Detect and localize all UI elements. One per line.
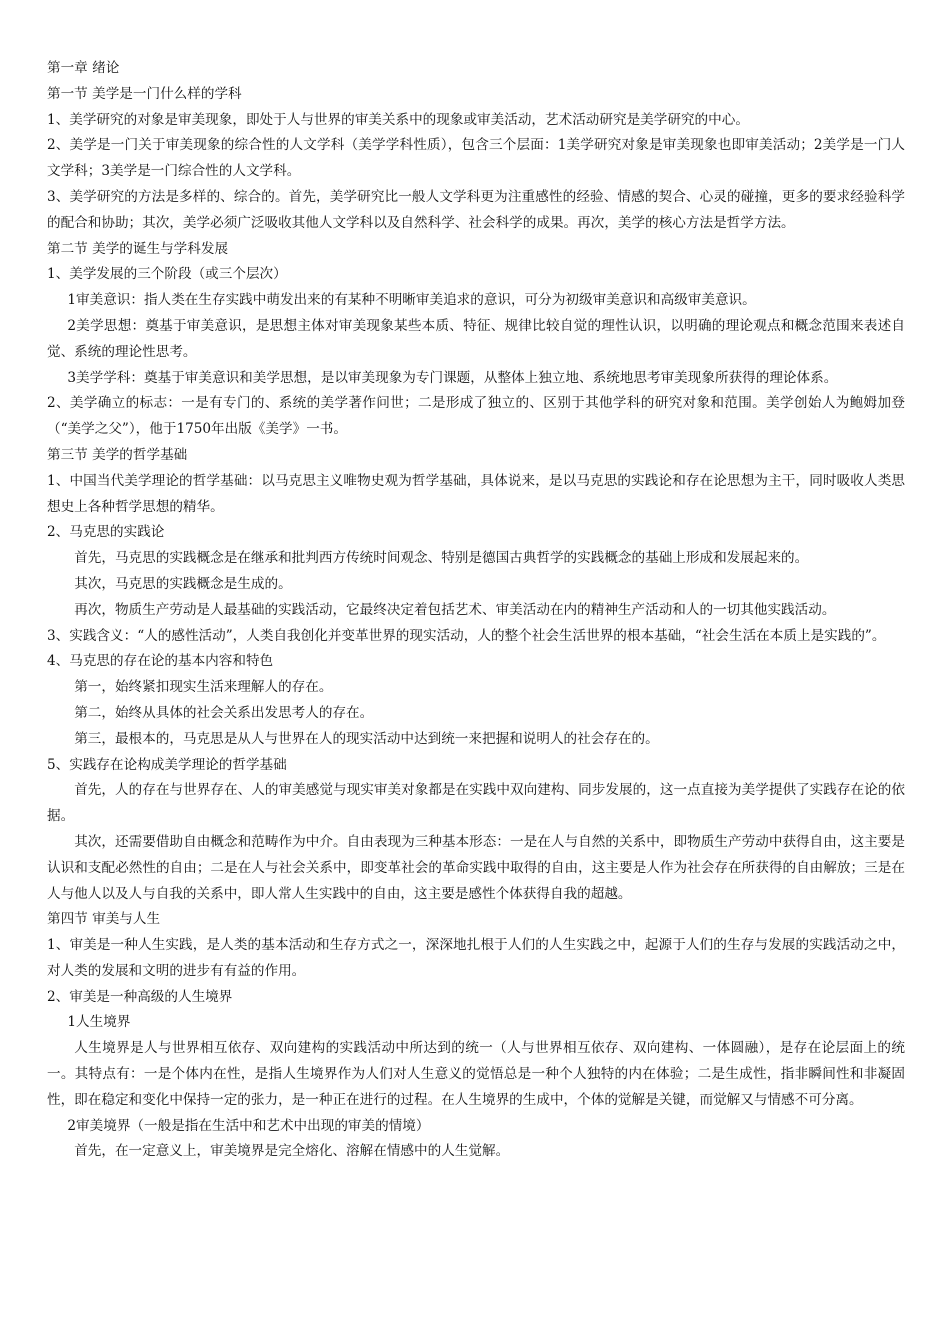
paragraph: 3、实践含义：“人的感性活动”，人类自我创化并变革世界的现实活动，人的整个社会生活世界的根本基础，“社会生活在本质上是实践的”。 (47, 627, 886, 644)
paragraph: 1、中国当代美学理论的哲学基础：以马克思主义唯物史观为哲学基础，具体说来，是以马克思的实践论和存在论思想为主干，同时吸收人类思想史上各种哲学思想的精华。 (47, 472, 905, 515)
paragraph: 第一，始终紧扣现实生活来理解人的存在。 (74, 679, 333, 696)
paragraph: 人生境界是人与世界相互依存、双向建构的实践活动中所达到的统一（人与世界相互依存、双向建构、一体圆融），是存在论层面上的统一。其特点有：一是个体内在性，是指人生境界作为人们对人生意义的觉悟总是一种个人独特的内在体验；二是生成性，指非瞬间性和非凝固性，即在稳定和变化中保持一定的张力，是一种正在进行的过程。在人生境界的生成中，个体的觉解是关键，而觉解又与情感不可分离。 (47, 1040, 905, 1108)
paragraph: 第一章 绪论 (47, 60, 120, 76)
paragraph: 再次，物质生产劳动是人最基础的实践活动，它最终决定着包括艺术、审美活动在内的精神生产活动和人的一切其他实践活动。 (74, 601, 836, 618)
paragraph: 第三，最根本的，马克思是从人与世界在人的现实活动中达到统一来把握和说明人的社会存在的。 (74, 730, 659, 747)
paragraph: 2审美境界（一般是指在生活中和艺术中出现的审美的情境） (67, 1117, 430, 1134)
paragraph: 2、美学是一门关于审美现象的综合性的人文学科（美学学科性质），包含三个层面：1美学研究对象是审美现象也即审美活动；2美学是一门人文学科；3美学是一门综合性的人文学科。 (47, 137, 905, 180)
paragraph: 3、美学研究的方法是多样的、综合的。首先，美学研究比一般人文学科更为注重感性的经验、情感的契合、心灵的碰撞，更多的要求经验科学的配合和协助；其次，美学必须广泛吸收其他人文学科以及自然科学、社会科学的成果。再次，美学的核心方法是哲学方法。 (47, 188, 905, 231)
paragraph: 1、美学研究的对象是审美现象，即处于人与世界的审美关系中的现象或审美活动，艺术活动研究是美学研究的中心。 (47, 111, 749, 128)
paragraph: 第二，始终从具体的社会关系出发思考人的存在。 (74, 704, 374, 721)
paragraph: 2美学思想：奠基于审美意识，是思想主体对审美现象某些本质、特征、规律比较自觉的理性认识，以明确的理论观点和概念范围来表述自觉、系统的理论性思考。 (47, 317, 905, 360)
paragraph: 4、马克思的存在论的基本内容和特色 (47, 653, 274, 670)
paragraph: 第四节 审美与人生 (47, 911, 161, 928)
paragraph: 其次，马克思的实践概念是生成的。 (74, 575, 292, 592)
paragraph: 2、马克思的实践论 (47, 524, 165, 541)
paragraph: 首先，在一定意义上，审美境界是完全熔化、溶解在情感中的人生觉解。 (74, 1143, 510, 1160)
paragraph: 1审美意识：指人类在生存实践中萌发出来的有某种不明晰审美追求的意识，可分为初级审美意识和高级审美意识。 (67, 292, 756, 309)
paragraph: 第二节 美学的诞生与学科发展 (47, 240, 229, 257)
paragraph: 其次，还需要借助自由概念和范畴作为中介。自由表现为三种基本形态：一是在人与自然的关系中，即物质生产劳动中获得自由，这主要是认识和支配必然性的自由；二是在人与社会关系中，即变革社会的革命实践中取得的自由，这主要是人作为社会存在所获得的自由解放；三是在人与他人以及人与自我的关系中，即人常人生实践中的自由，这主要是感性个体获得自我的超越。 (47, 833, 905, 902)
paragraph: 首先，马克思的实践概念是在继承和批判西方传统时间观念、特别是德国古典哲学的实践概念的基础上形成和发展起来的。 (74, 550, 809, 567)
paragraph: 第三节 美学的哲学基础 (47, 446, 188, 463)
paragraph: 1、审美是一种人生实践，是人类的基本活动和生存方式之一，深深地扎根于人们的人生实践之中，起源于人们的生存与发展的实践活动之中，对人类的发展和文明的进步有有益的作用。 (47, 937, 905, 979)
paragraph: 1、美学发展的三个阶段（或三个层次） (47, 266, 287, 283)
paragraph: 1人生境界 (67, 1014, 131, 1031)
paragraph: 3美学学科：奠基于审美意识和美学思想，是以审美现象为专门课题，从整体上独立地、系统地思考审美现象所获得的理论体系。 (67, 369, 838, 386)
document-body (47, 56, 905, 1165)
paragraph: 第一节 美学是一门什么样的学科 (47, 85, 242, 102)
paragraph: 2、审美是一种高级的人生境界 (47, 988, 233, 1005)
paragraph: 首先，人的存在与世界存在、人的审美感觉与现实审美对象都是在实践中双向建构、同步发展的，这一点直接为美学提供了实践存在论的依据。 (47, 782, 905, 825)
paragraph: 5、实践存在论构成美学理论的哲学基础 (47, 756, 287, 773)
paragraph: 2、美学确立的标志：一是有专门的、系统的美学著作问世；二是形成了独立的、区别于其他学科的研究对象和范围。美学创始人为鲍姆加登（“美学之父”），他于1750年出版《美学》一书。 (47, 395, 905, 438)
